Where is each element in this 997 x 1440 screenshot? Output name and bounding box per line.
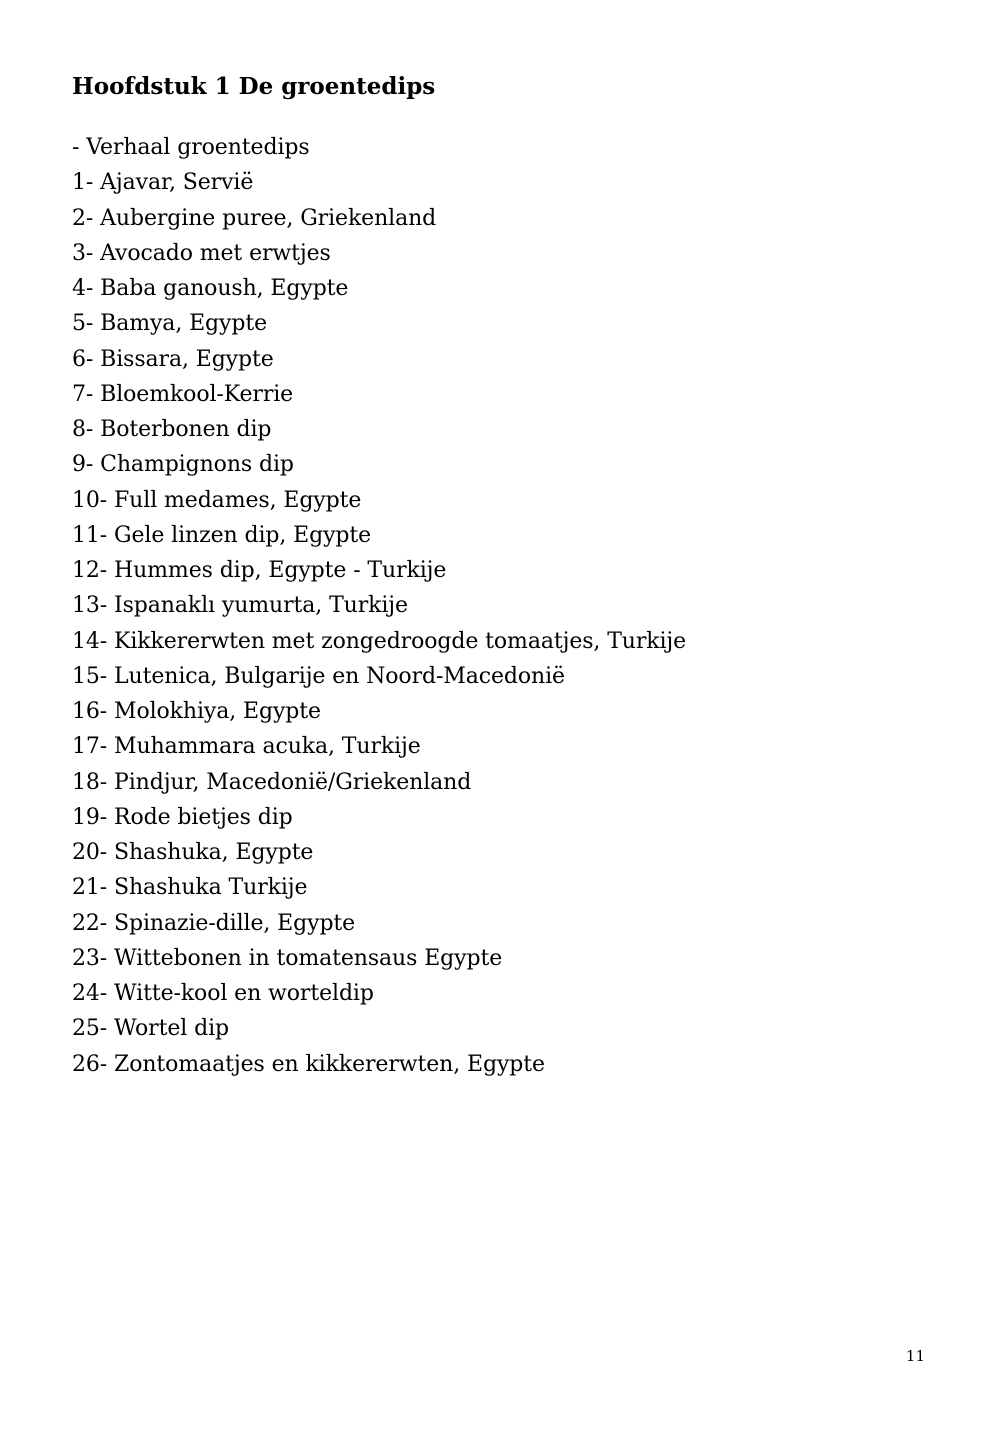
list-item: 22- Spinazie-dille, Egypte — [72, 910, 356, 936]
list-item: 19- Rode bietjes dip — [72, 804, 293, 830]
list-item: 20- Shashuka, Egypte — [72, 840, 314, 865]
list-item: 16- Molokhiya, Egypte — [72, 699, 321, 724]
list-item: 11- Gele linzen dip, Egypte — [72, 522, 372, 548]
list-item: 17- Muhammara acuka, Turkije — [72, 734, 421, 760]
list-item: 4- Baba ganoush, Egypte — [72, 276, 349, 301]
list-item: - Verhaal groentedips — [72, 135, 310, 160]
list-item: 21- Shashuka Turkije — [72, 875, 308, 901]
list-item: 3- Avocado met erwtjes — [72, 240, 331, 266]
list-item: 25- Wortel dip — [72, 1016, 229, 1042]
list-item: 6- Bissara, Egypte — [72, 346, 274, 372]
list-item: 5- Bamya, Egypte — [72, 311, 268, 337]
list-item: 1- Ajavar, Servië — [72, 170, 254, 196]
list-item: 24- Witte-kool en worteldip — [72, 981, 374, 1006]
list-item: 9- Champignons dip — [72, 452, 294, 478]
list-item: 12- Hummes dip, Egypte - Turkije — [72, 558, 447, 583]
list-item: 26- Zontomaatjes en kikkererwten, Egypte — [72, 1051, 545, 1077]
page-title: Hoofdstuk 1 De groentedips — [72, 73, 436, 100]
contents-list — [72, 130, 686, 1082]
page-number: 11 — [905, 1347, 925, 1365]
list-item: 7- Bloemkool-Kerrie — [72, 381, 294, 407]
list-item: 15- Lutenica, Bulgarije en Noord-Macedonië — [72, 663, 565, 689]
list-item: 23- Wittebonen in tomatensaus Egypte — [72, 945, 503, 971]
list-item: 13- Ispanaklı yumurta, Turkije — [72, 593, 408, 619]
list-item: 8- Boterbonen dip — [72, 417, 272, 442]
list-item: 14- Kikkererwten met zongedroogde tomaatjes, Turkije — [72, 628, 687, 654]
list-item: 10- Full medames, Egypte — [72, 487, 362, 513]
list-item: 18- Pindjur, Macedonië/Griekenland — [72, 769, 472, 795]
list-item: 2- Aubergine puree, Griekenland — [72, 205, 437, 231]
